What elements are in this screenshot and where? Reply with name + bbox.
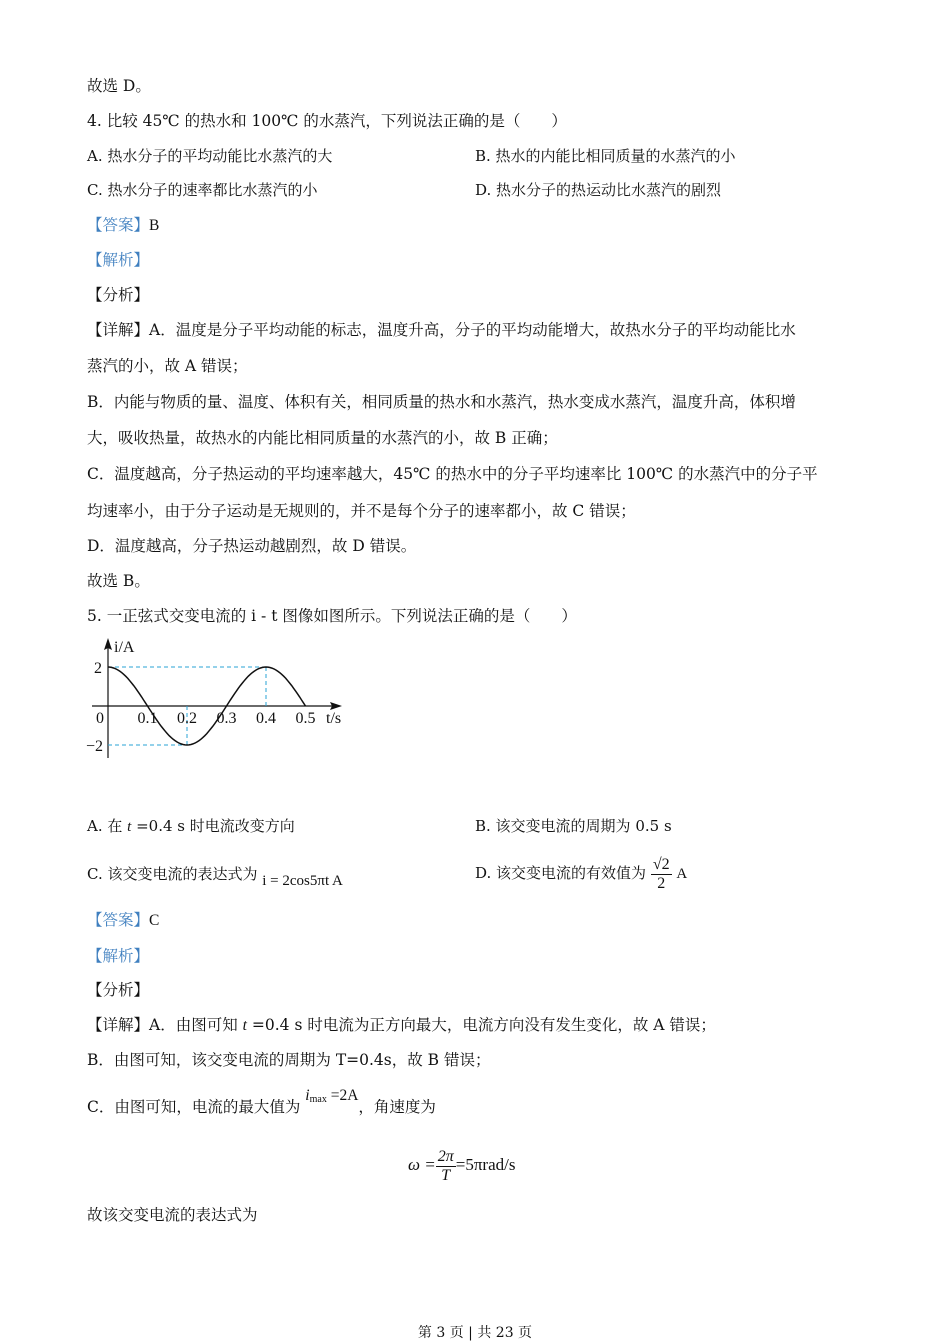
x-tick-label: 0.2 bbox=[177, 710, 197, 727]
text: =0.4 s 时电流改变方向 bbox=[131, 817, 295, 835]
q5-option-b: B. 该交变电流的周期为 0.5 s bbox=[475, 817, 672, 835]
q5-detail-2: B．由图可知，该交变电流的周期为 T=0.4s，故 B 错误； bbox=[87, 1051, 491, 1069]
x-tick-label: 0 bbox=[96, 710, 104, 727]
q4-option-c: C. 热水分子的速率都比水蒸汽的小 bbox=[87, 181, 318, 199]
var-t: t bbox=[242, 1017, 247, 1034]
q4-option-d: D. 热水分子的热运动比水蒸汽的剧烈 bbox=[475, 181, 722, 199]
y-axis-label: i/A bbox=[114, 639, 135, 656]
line-conclusion-prev: 故选 D。 bbox=[87, 77, 151, 95]
numerator: 2π bbox=[437, 1147, 454, 1165]
fenxi-label: 【分析】 bbox=[87, 981, 150, 999]
q4-answer bbox=[87, 214, 159, 237]
q5-option-d bbox=[475, 853, 687, 894]
q4-option-b: B. 热水的内能比相同质量的水蒸汽的小 bbox=[475, 147, 736, 165]
q5-answer bbox=[87, 909, 159, 932]
text: A．温度是分子平均动能的标志，温度升高，分子的平均动能增大，故热水分子的平均动能比水 bbox=[149, 321, 796, 339]
lhs: ω = bbox=[408, 1155, 436, 1174]
q4-detail-1 bbox=[87, 319, 796, 341]
y-tick-label: −2 bbox=[86, 738, 104, 755]
answer-value: B bbox=[149, 217, 160, 234]
subscript: max bbox=[309, 1094, 327, 1105]
answer-value: C bbox=[149, 912, 160, 929]
q4-conclusion: 故选 B。 bbox=[87, 572, 150, 590]
jiexi-label: 【解析】 bbox=[87, 947, 150, 965]
x-axis-label: t/s bbox=[326, 710, 342, 727]
q4-option-a: A. 热水分子的平均动能比水蒸汽的大 bbox=[87, 147, 333, 165]
answer-label: 【答案】 bbox=[87, 911, 150, 929]
value: =2A bbox=[326, 1087, 359, 1104]
q4-detail-4: 大，吸收热量，故热水的内能比相同质量的水蒸汽的小，故 B 正确； bbox=[87, 429, 558, 447]
q5-option-a bbox=[87, 815, 295, 838]
page-footer: 第 3 页 | 共 23 页 bbox=[417, 1325, 533, 1341]
q5-detail-4: 故该交变电流的表达式为 bbox=[87, 1206, 258, 1224]
jiexi-label: 【解析】 bbox=[87, 251, 150, 269]
text: A．由图可知 bbox=[149, 1016, 243, 1034]
rhs: =5πrad/s bbox=[455, 1155, 516, 1174]
q4-detail-2: 蒸汽的小，故 A 错误； bbox=[87, 357, 248, 375]
q5-option-c bbox=[87, 863, 343, 889]
x-tick-label: 0.4 bbox=[256, 710, 276, 727]
numerator: √2 bbox=[652, 855, 670, 873]
q5-detail-1 bbox=[87, 1014, 716, 1037]
q5-detail-3 bbox=[87, 1087, 436, 1123]
x-tick-label: 0.1 bbox=[137, 710, 158, 727]
denominator: T bbox=[441, 1166, 451, 1184]
q4-detail-7: D．温度越高，分子热运动越剧烈，故 D 错误。 bbox=[87, 537, 417, 555]
xiangjie-label: 【详解】 bbox=[87, 1016, 150, 1034]
formula: i = 2cos5πt A bbox=[262, 873, 343, 889]
y-tick-label: 2 bbox=[94, 660, 102, 677]
question-4: 4. 比较 45℃ 的热水和 100℃ 的水蒸汽，下列说法正确的是（ ） bbox=[87, 112, 567, 130]
answer-label: 【答案】 bbox=[87, 216, 150, 234]
q4-detail-6: 均速率小，由于分子运动是无规则的，并不是每个分子的速率都小，故 C 错误； bbox=[87, 502, 636, 520]
i-t-graph bbox=[80, 630, 360, 760]
text: =0.4 s 时电流为正方向最大，电流方向没有发生变化，故 A 错误； bbox=[246, 1016, 716, 1034]
question-5: 5. 一正弦式交变电流的 i - t 图像如图所示。下列说法正确的是（ ） bbox=[87, 607, 577, 625]
text: ，角速度为 bbox=[358, 1098, 436, 1116]
fraction bbox=[436, 1148, 456, 1185]
q4-detail-5: C．温度越高，分子热运动的平均速率越大，45℃ 的热水中的分子平均速率比 100℃ 的水蒸汽中的分子平 bbox=[87, 465, 818, 483]
q4-detail-3: B．内能与物质的量、温度、体积有关，相同质量的热水和水蒸汽，热水变成水蒸汽，温度升高，体积增 bbox=[87, 393, 796, 411]
var-i: i bbox=[305, 1087, 310, 1104]
xiangjie-label: 【详解】 bbox=[87, 321, 150, 339]
text: C. 该交变电流的表达式为 bbox=[87, 865, 263, 883]
denominator: 2 bbox=[657, 874, 666, 892]
text: D. 该交变电流的有效值为 bbox=[475, 864, 651, 882]
text: C．由图可知，电流的最大值为 bbox=[87, 1098, 306, 1116]
unit: A bbox=[676, 866, 688, 882]
fraction bbox=[651, 856, 672, 893]
x-tick-label: 0.5 bbox=[295, 710, 316, 727]
text: A. 在 bbox=[87, 817, 128, 835]
x-tick-label: 0.3 bbox=[216, 710, 237, 727]
fenxi-label: 【分析】 bbox=[87, 286, 150, 304]
var-t: t bbox=[127, 819, 132, 835]
omega-equation bbox=[408, 1142, 515, 1188]
